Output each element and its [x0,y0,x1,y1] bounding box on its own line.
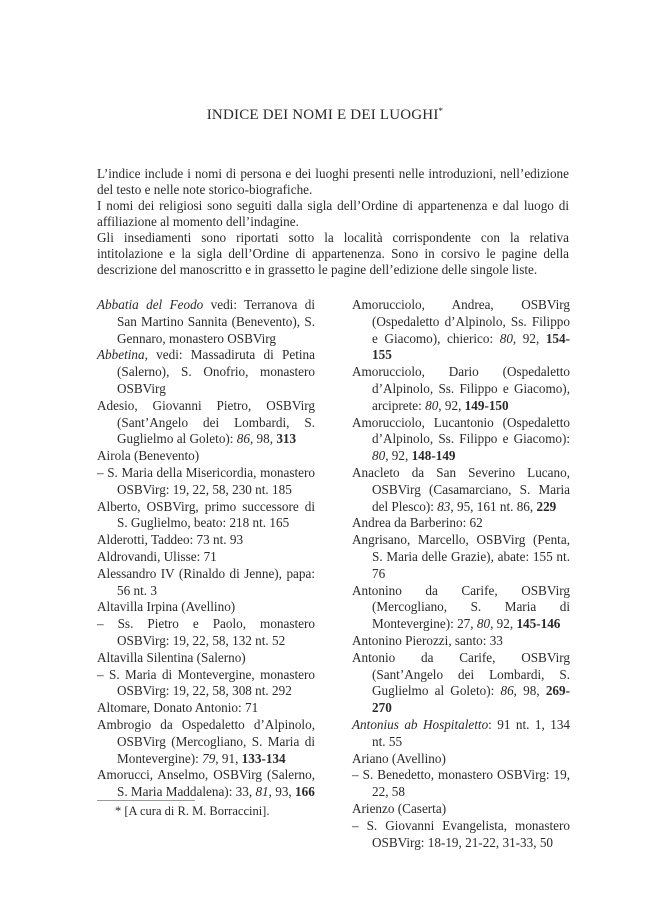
entry-text: Ambrogio da Ospedaletto d’Alpinolo, OSBVirg (Mercogliano, S. Maria di Montevergine): [97,716,315,766]
index-entry [352,532,570,582]
entry-text: : 91 nt. 1, 134 nt. 55 [372,716,571,749]
bold-page-ref: 149-150 [464,397,509,413]
index-entry [352,515,570,532]
bold-page-ref: 154-155 [372,330,571,363]
entry-text: Aldrovandi, Ulisse: 71 [97,548,217,564]
entry-text: Ariano (Avellino) [352,750,446,766]
entry-text: Arienzo (Caserta) [352,800,447,816]
intro-paragraph: I nomi dei religiosi sono seguiti dalla sigla dell’Ordine di appartenenza e dal luogo di affiliazione al momento dell’indagine. [97,198,569,229]
footnote-divider [97,800,195,801]
bold-page-ref: 313 [276,431,297,447]
entry-text: Alberto, OSBVirg, primo successore di S. Guglielmo, beato: 218 nt. 165 [97,498,315,531]
index-entry [97,448,315,465]
intro-paragraph: Gli insediamenti sono riportati sotto la località corrispondente con la relativa intitolazione e la sigla dell’Ordine di appartenenza. Sono in corsivo le pagine della descrizione del manoscritto e in grassetto le pagine dell’edizione delle singole liste. [97,230,569,277]
index-entry [97,499,315,533]
title-text: INDICE DEI NOMI E DEI LUOGHI [206,107,439,123]
entry-text: , 92, [385,448,412,464]
italic-text: Abbatia del Feodo [97,297,204,312]
index-entry [352,465,570,515]
entry-text: , vedi: Massadiruta di Petina (Salerno), S. Onofrio, monastero OSBVirg [117,347,315,396]
page-title [0,106,650,124]
intro-paragraph: L’indice include i nomi di persona e dei luoghi presenti nelle introduzioni, nell’edizione del testo e nelle note storico-biografiche. [97,166,569,197]
bold-page-ref: 229 [536,498,557,514]
entry-text: Amorucci, Anselmo, OSBVirg (Salerno, S. Maria Maddalena): 33, [97,767,315,800]
entry-text: Amorucciolo, Dario (Ospedaletto d’Alpinolo, Ss. Filippo e Giacomo), arciprete: [352,364,570,413]
index-entry [97,297,315,347]
index-entry [352,751,570,768]
bold-page-ref: 166 [295,784,315,800]
italic-text: Antonius ab Hospitaletto [352,716,489,732]
index-entry [352,818,570,852]
entry-text: Alderotti, Taddeo: 73 nt. 93 [97,532,244,548]
index-entry [97,347,315,397]
index-entry [97,700,315,717]
index-entry [352,650,570,717]
entry-text: , 98, [513,683,546,699]
italic-text: 83 [437,498,451,514]
index-entry [352,767,570,801]
index-entry [97,566,315,600]
entry-text: Altomare, Donato Antonio: 71 [97,700,259,716]
bold-page-ref: 269-270 [372,683,571,716]
entry-text: , 91, [215,750,242,766]
index-entry [352,297,570,364]
italic-text: 79 [202,750,216,766]
entry-text: , 98, [249,431,277,447]
entry-text: , 92, [438,397,465,413]
entry-text: – S. Benedetto, monastero OSBVirg: 19, 22, 58 [352,767,570,800]
entry-text: – S. Giovanni Evangelista, monastero OSBVirg: 18-19, 21-22, 31-33, 50 [352,817,570,850]
italic-text: 81 [255,784,269,800]
index-entry [97,767,315,801]
entry-text: Amorucciolo, Andrea, OSBVirg (Ospedaletto d’Alpinolo, Ss. Filippo e Giacomo), chierico: [352,297,570,346]
intro-text [97,166,569,278]
index-entry [97,667,315,701]
bold-page-ref: 148-149 [411,448,456,464]
italic-text: 80 [372,448,386,464]
footnote: * [A cura di R. M. Borraccini]. [115,804,270,818]
entry-text: Alessandro IV (Rinaldo di Jenne), papa: 56 nt. 3 [97,565,315,598]
index-entry [352,717,570,751]
italic-text: 80 [499,330,513,346]
entry-text: Andrea da Barberino: 62 [352,515,483,531]
title-footnote-mark: * [438,106,444,116]
index-column-left [97,297,315,801]
italic-text: Abbetina [97,347,145,363]
entry-text: Antonio da Carife, OSBVirg (Sant’Angelo dei Lombardi, S. Guglielmo al Goleto): [352,649,570,699]
entry-text: , 92, [512,330,546,346]
entry-text: – S. Maria di Montevergine, monastero OSBVirg: 19, 22, 58, 308 nt. 292 [97,666,315,699]
entry-text: Antonino Pierozzi, santo: 33 [352,632,503,648]
entry-text: – Ss. Pietro e Paolo, monastero OSBVirg: 19, 22, 58, 132 nt. 52 [97,616,315,648]
index-entry [352,633,570,650]
entry-text: , 93, [268,784,295,800]
entry-text: , 95, 161 nt. 86, [450,498,537,514]
italic-text: 86 [236,431,250,447]
bold-page-ref: 145-146 [516,616,561,632]
index-entry [97,532,315,549]
index-entry [352,415,570,465]
entry-text: vedi: Terranova di San Martino Sannita (Benevento), S. Gennaro, monastero OSBVirg [117,297,315,346]
italic-text: 80 [425,397,439,413]
entry-text: Adesio, Giovanni Pietro, OSBVirg (Sant’Angelo dei Lombardi, S. Guglielmo al Goleto): [97,397,315,447]
index-entry [97,398,315,448]
entry-text: , 92, [490,616,517,632]
entry-text: Amorucciolo, Lucantonio (Ospedaletto d’Alpinolo, Ss. Filippo e Giacomo): [352,414,570,447]
entry-text: Altavilla Irpina (Avellino) [97,599,236,615]
entry-text: – S. Maria della Misericordia, monastero OSBVirg: 19, 22, 58, 230 nt. 185 [97,464,315,497]
index-entry [97,650,315,667]
bold-page-ref: 133-134 [241,750,286,766]
index-entry [97,465,315,499]
italic-text: 80 [476,616,491,632]
index-entry [352,801,570,818]
entry-text: Airola (Benevento) [97,448,200,464]
index-entry [352,583,570,633]
index-entry [97,616,315,650]
index-column-right [352,297,570,851]
index-entry [352,364,570,414]
entry-text: Antonino da Carife, OSBVirg (Mercogliano, S. Maria di Montevergine): 27, [352,582,570,632]
entry-text: Altavilla Silentina (Salerno) [97,649,246,665]
entry-text: Anacleto da San Severino Lucano, OSBVirg (Casamarciano, S. Maria del Plesco): [352,464,570,514]
italic-text: 86 [500,683,514,699]
entry-text: Angrisano, Marcello, OSBVirg (Penta, S. Maria delle Grazie), abate: 155 nt. 76 [352,532,570,581]
index-entry [97,717,315,767]
index-entry [97,549,315,566]
index-entry [97,599,315,616]
